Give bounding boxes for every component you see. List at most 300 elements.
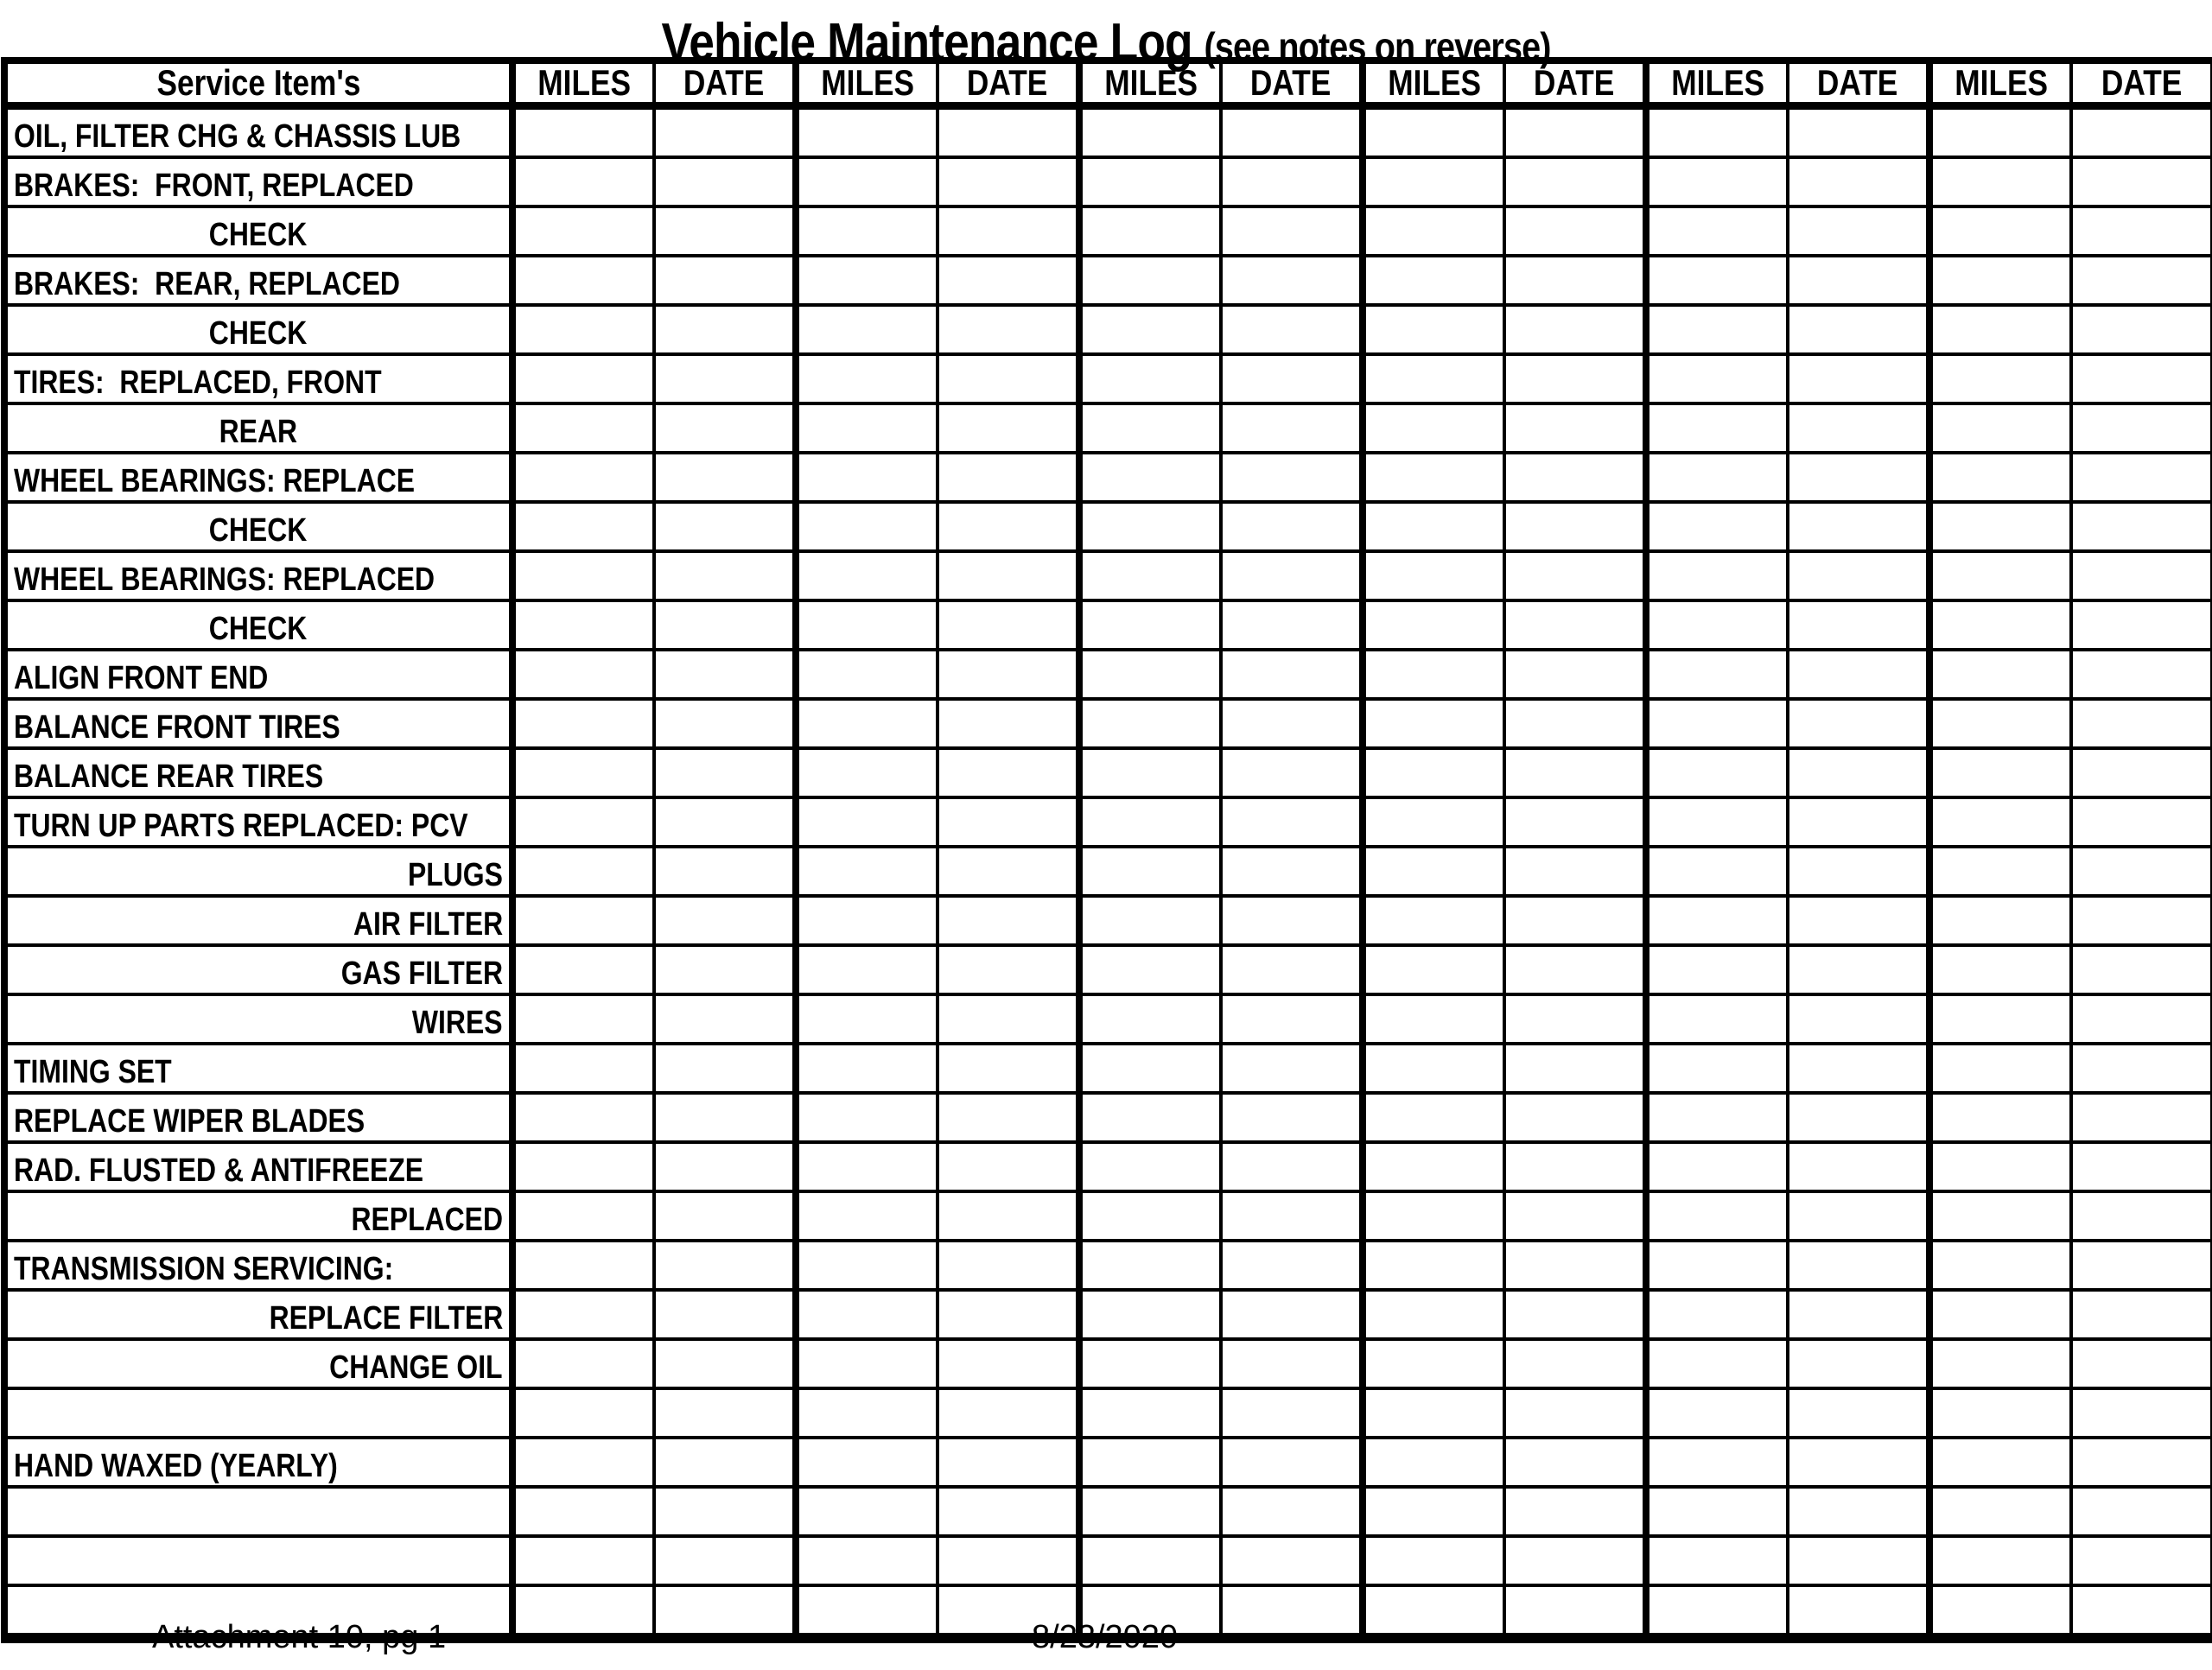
miles-entry-cell (1646, 453, 1788, 502)
miles-entry-cell (796, 847, 938, 896)
date-entry-cell (1221, 1044, 1363, 1093)
miles-entry-cell (1363, 650, 1504, 699)
miles-entry-cell (512, 1536, 654, 1585)
miles-entry-cell (512, 502, 654, 551)
date-entry-cell (1221, 157, 1363, 206)
miles-entry-cell (1079, 1388, 1221, 1438)
date-entry-cell (2071, 1339, 2212, 1388)
miles-entry-cell (1079, 699, 1221, 748)
miles-entry-cell (1079, 1044, 1221, 1093)
table-row (4, 551, 2212, 600)
miles-entry-cell (1646, 1388, 1788, 1438)
date-header-label: DATE (2101, 62, 2183, 103)
miles-header-cell (796, 60, 938, 106)
miles-entry-cell (796, 256, 938, 305)
date-entry-cell (1221, 305, 1363, 354)
date-entry-cell (938, 1093, 1079, 1142)
table-row (4, 106, 2212, 158)
miles-entry-cell (1363, 1142, 1504, 1191)
date-entry-cell (1788, 1585, 1929, 1638)
miles-entry-cell (512, 797, 654, 847)
miles-header-label: MILES (821, 62, 914, 103)
miles-entry-cell (1079, 1142, 1221, 1191)
miles-entry-cell (1079, 256, 1221, 305)
service-item-cell (4, 305, 512, 354)
miles-entry-cell (796, 305, 938, 354)
date-entry-cell (2071, 256, 2212, 305)
miles-entry-cell (1929, 650, 2071, 699)
service-item-cell (4, 453, 512, 502)
date-entry-cell (2071, 945, 2212, 994)
date-entry-cell (938, 1388, 1079, 1438)
date-entry-cell (654, 256, 796, 305)
miles-entry-cell (1929, 896, 2071, 945)
header-row (4, 60, 2212, 106)
date-entry-cell (2071, 1487, 2212, 1536)
service-item-cell (4, 1438, 512, 1487)
footer-attachment: Attachment 10, pg 1 (152, 1619, 447, 1655)
miles-entry-cell (512, 256, 654, 305)
date-entry-cell (1788, 1290, 1929, 1339)
miles-entry-cell (1646, 1093, 1788, 1142)
service-item-label: TURN UP PARTS REPLACED: PCV (14, 808, 468, 844)
miles-entry-cell (1363, 1093, 1504, 1142)
date-header-cell (1504, 60, 1646, 106)
miles-entry-cell (796, 600, 938, 650)
footer-date: 8/23/2020 (1032, 1619, 1179, 1655)
miles-entry-cell (512, 1388, 654, 1438)
date-entry-cell (654, 1044, 796, 1093)
date-entry-cell (2071, 1241, 2212, 1290)
date-entry-cell (2071, 305, 2212, 354)
service-item-label: BALANCE FRONT TIRES (14, 709, 340, 746)
miles-entry-cell (796, 1536, 938, 1585)
date-entry-cell (1788, 1241, 1929, 1290)
date-entry-cell (938, 1290, 1079, 1339)
date-entry-cell (938, 650, 1079, 699)
miles-entry-cell (1363, 403, 1504, 453)
date-entry-cell (654, 1191, 796, 1241)
date-entry-cell (1221, 748, 1363, 797)
miles-entry-cell (1363, 1487, 1504, 1536)
date-entry-cell (2071, 502, 2212, 551)
table-row (4, 305, 2212, 354)
service-item-cell (4, 1044, 512, 1093)
miles-entry-cell (1363, 945, 1504, 994)
service-item-label: CHECK (209, 217, 308, 253)
date-entry-cell (1788, 1191, 1929, 1241)
miles-entry-cell (796, 1290, 938, 1339)
miles-entry-cell (1079, 1191, 1221, 1241)
miles-entry-cell (1646, 157, 1788, 206)
miles-entry-cell (1363, 1241, 1504, 1290)
date-entry-cell (654, 1142, 796, 1191)
miles-entry-cell (1363, 354, 1504, 403)
date-entry-cell (938, 1241, 1079, 1290)
date-entry-cell (1788, 403, 1929, 453)
date-entry-cell (938, 403, 1079, 453)
miles-entry-cell (1363, 994, 1504, 1044)
date-entry-cell (1788, 699, 1929, 748)
miles-entry-cell (796, 157, 938, 206)
miles-header-label: MILES (1955, 62, 2048, 103)
date-entry-cell (1221, 994, 1363, 1044)
miles-entry-cell (1079, 1290, 1221, 1339)
miles-entry-cell (512, 403, 654, 453)
table-row (4, 945, 2212, 994)
date-entry-cell (1221, 896, 1363, 945)
miles-entry-cell (1646, 502, 1788, 551)
date-entry-cell (1788, 256, 1929, 305)
date-entry-cell (1504, 1290, 1646, 1339)
date-header-label: DATE (967, 62, 1048, 103)
date-entry-cell (654, 896, 796, 945)
date-entry-cell (938, 106, 1079, 158)
date-entry-cell (1504, 1191, 1646, 1241)
service-item-label: AIR FILTER (353, 906, 503, 943)
miles-entry-cell (1646, 994, 1788, 1044)
date-entry-cell (2071, 748, 2212, 797)
miles-entry-cell (512, 453, 654, 502)
miles-entry-cell (1929, 1438, 2071, 1487)
date-entry-cell (2071, 1191, 2212, 1241)
service-item-label: BALANCE REAR TIRES (14, 759, 324, 795)
table-row (4, 1191, 2212, 1241)
miles-entry-cell (1079, 1487, 1221, 1536)
miles-header-label: MILES (1104, 62, 1198, 103)
date-entry-cell (2071, 896, 2212, 945)
date-entry-cell (1504, 1339, 1646, 1388)
date-entry-cell (2071, 106, 2212, 158)
miles-entry-cell (1363, 699, 1504, 748)
miles-entry-cell (1929, 1093, 2071, 1142)
date-entry-cell (654, 797, 796, 847)
date-entry-cell (1788, 797, 1929, 847)
date-entry-cell (654, 206, 796, 256)
date-entry-cell (938, 1142, 1079, 1191)
date-entry-cell (1504, 1438, 1646, 1487)
date-entry-cell (2071, 847, 2212, 896)
date-entry-cell (654, 1093, 796, 1142)
miles-entry-cell (512, 354, 654, 403)
service-item-cell (4, 650, 512, 699)
date-entry-cell (938, 1339, 1079, 1388)
miles-header-label: MILES (1671, 62, 1764, 103)
service-item-label: HAND WAXED (YEARLY) (14, 1448, 338, 1484)
table-row (4, 502, 2212, 551)
table-row (4, 1093, 2212, 1142)
service-item-label: REPLACE FILTER (269, 1300, 503, 1337)
miles-entry-cell (512, 1290, 654, 1339)
date-entry-cell (654, 1438, 796, 1487)
miles-header-cell (1646, 60, 1788, 106)
date-entry-cell (1788, 453, 1929, 502)
miles-entry-cell (1929, 1536, 2071, 1585)
service-item-label: CHECK (209, 512, 308, 549)
date-entry-cell (1788, 551, 1929, 600)
miles-entry-cell (512, 551, 654, 600)
miles-entry-cell (1929, 157, 2071, 206)
miles-entry-cell (1646, 600, 1788, 650)
date-entry-cell (1504, 994, 1646, 1044)
miles-entry-cell (1363, 157, 1504, 206)
miles-entry-cell (1929, 1585, 2071, 1638)
date-entry-cell (1788, 1044, 1929, 1093)
service-items-header-cell (4, 60, 512, 106)
service-item-label: CHANGE OIL (329, 1349, 503, 1386)
date-entry-cell (654, 106, 796, 158)
miles-entry-cell (1079, 600, 1221, 650)
miles-entry-cell (1646, 551, 1788, 600)
miles-entry-cell (1929, 1044, 2071, 1093)
date-entry-cell (2071, 797, 2212, 847)
date-entry-cell (1221, 1339, 1363, 1388)
table-row (4, 650, 2212, 699)
date-entry-cell (1788, 106, 1929, 158)
miles-entry-cell (1363, 1290, 1504, 1339)
date-entry-cell (2071, 600, 2212, 650)
title-note: (see notes on reverse) (1204, 24, 1551, 69)
date-entry-cell (2071, 650, 2212, 699)
miles-entry-cell (1646, 1142, 1788, 1191)
miles-entry-cell (796, 1438, 938, 1487)
table-row (4, 847, 2212, 896)
miles-entry-cell (1363, 502, 1504, 551)
date-entry-cell (1788, 600, 1929, 650)
miles-entry-cell (1079, 206, 1221, 256)
miles-entry-cell (1646, 256, 1788, 305)
service-item-label: GAS FILTER (340, 956, 503, 992)
miles-entry-cell (796, 206, 938, 256)
miles-entry-cell (1363, 106, 1504, 158)
table-row (4, 403, 2212, 453)
miles-entry-cell (1363, 206, 1504, 256)
date-entry-cell (1504, 1536, 1646, 1585)
miles-entry-cell (1363, 847, 1504, 896)
miles-entry-cell (512, 157, 654, 206)
miles-entry-cell (1929, 354, 2071, 403)
miles-entry-cell (512, 1585, 654, 1638)
date-entry-cell (2071, 1290, 2212, 1339)
date-entry-cell (2071, 551, 2212, 600)
date-entry-cell (1221, 502, 1363, 551)
date-entry-cell (1788, 1093, 1929, 1142)
miles-header-label: MILES (537, 62, 631, 103)
date-entry-cell (1221, 551, 1363, 600)
date-entry-cell (2071, 1093, 2212, 1142)
date-entry-cell (1788, 1536, 1929, 1585)
date-entry-cell (938, 1536, 1079, 1585)
date-entry-cell (654, 305, 796, 354)
miles-entry-cell (1363, 453, 1504, 502)
date-entry-cell (2071, 994, 2212, 1044)
service-item-cell (4, 1191, 512, 1241)
date-entry-cell (1788, 896, 1929, 945)
miles-header-cell (1929, 60, 2071, 106)
date-entry-cell (938, 256, 1079, 305)
miles-entry-cell (512, 896, 654, 945)
date-entry-cell (938, 157, 1079, 206)
miles-entry-cell (1646, 1191, 1788, 1241)
service-item-label: TIRES: REPLACED, FRONT (14, 365, 382, 401)
date-entry-cell (938, 1487, 1079, 1536)
miles-entry-cell (1363, 256, 1504, 305)
miles-entry-cell (1363, 1585, 1504, 1638)
table-row (4, 1290, 2212, 1339)
date-entry-cell (1221, 600, 1363, 650)
miles-entry-cell (796, 994, 938, 1044)
date-entry-cell (1221, 1536, 1363, 1585)
service-item-cell (4, 1487, 512, 1536)
miles-entry-cell (1646, 1044, 1788, 1093)
service-item-label: WHEEL BEARINGS: REPLACED (14, 562, 435, 598)
service-item-label: REPLACE WIPER BLADES (14, 1103, 365, 1140)
service-item-cell (4, 797, 512, 847)
date-entry-cell (1221, 256, 1363, 305)
date-entry-cell (654, 699, 796, 748)
miles-entry-cell (1079, 847, 1221, 896)
miles-entry-cell (1079, 945, 1221, 994)
miles-entry-cell (1929, 502, 2071, 551)
miles-entry-cell (1079, 1438, 1221, 1487)
miles-entry-cell (1929, 1142, 2071, 1191)
miles-entry-cell (1363, 305, 1504, 354)
date-entry-cell (1221, 354, 1363, 403)
date-entry-cell (654, 847, 796, 896)
miles-entry-cell (796, 1241, 938, 1290)
table-row (4, 699, 2212, 748)
miles-entry-cell (1646, 1585, 1788, 1638)
miles-entry-cell (1079, 896, 1221, 945)
date-entry-cell (1221, 1438, 1363, 1487)
miles-entry-cell (796, 797, 938, 847)
miles-entry-cell (1646, 1290, 1788, 1339)
date-entry-cell (2071, 1388, 2212, 1438)
date-entry-cell (654, 650, 796, 699)
date-entry-cell (654, 403, 796, 453)
miles-entry-cell (1079, 106, 1221, 158)
miles-entry-cell (1929, 1191, 2071, 1241)
miles-entry-cell (512, 699, 654, 748)
miles-entry-cell (796, 1093, 938, 1142)
date-entry-cell (654, 994, 796, 1044)
date-entry-cell (1788, 847, 1929, 896)
date-entry-cell (938, 206, 1079, 256)
date-entry-cell (654, 1388, 796, 1438)
service-item-cell (4, 748, 512, 797)
date-entry-cell (1221, 1487, 1363, 1536)
date-entry-cell (1788, 1487, 1929, 1536)
miles-entry-cell (1646, 403, 1788, 453)
date-entry-cell (1221, 1585, 1363, 1638)
table-row (4, 1142, 2212, 1191)
miles-entry-cell (796, 650, 938, 699)
miles-entry-cell (1079, 797, 1221, 847)
date-entry-cell (1504, 1044, 1646, 1093)
miles-entry-cell (1929, 1388, 2071, 1438)
miles-entry-cell (512, 1241, 654, 1290)
miles-entry-cell (1929, 797, 2071, 847)
date-entry-cell (2071, 1536, 2212, 1585)
date-entry-cell (1504, 551, 1646, 600)
date-entry-cell (1504, 847, 1646, 896)
miles-entry-cell (1079, 403, 1221, 453)
date-header-cell (938, 60, 1079, 106)
miles-entry-cell (1646, 305, 1788, 354)
date-entry-cell (2071, 1044, 2212, 1093)
date-entry-cell (1504, 945, 1646, 994)
miles-entry-cell (512, 1339, 654, 1388)
service-item-cell (4, 256, 512, 305)
table-row (4, 1339, 2212, 1388)
miles-entry-cell (1646, 1339, 1788, 1388)
table-row (4, 1487, 2212, 1536)
date-entry-cell (1504, 650, 1646, 699)
miles-entry-cell (796, 896, 938, 945)
miles-entry-cell (1079, 354, 1221, 403)
date-entry-cell (938, 305, 1079, 354)
service-item-label: REAR (219, 414, 298, 450)
date-entry-cell (1504, 797, 1646, 847)
date-header-label: DATE (1534, 62, 1615, 103)
miles-entry-cell (1079, 650, 1221, 699)
miles-entry-cell (796, 699, 938, 748)
service-item-label: TRANSMISSION SERVICING: (14, 1251, 394, 1287)
date-entry-cell (938, 1044, 1079, 1093)
date-entry-cell (1504, 1093, 1646, 1142)
date-entry-cell (2071, 403, 2212, 453)
service-item-label: WHEEL BEARINGS: REPLACE (14, 463, 416, 499)
date-entry-cell (654, 1585, 796, 1638)
date-entry-cell (2071, 354, 2212, 403)
table-row (4, 206, 2212, 256)
miles-entry-cell (796, 1044, 938, 1093)
date-entry-cell (1504, 748, 1646, 797)
miles-entry-cell (1363, 1191, 1504, 1241)
date-entry-cell (1504, 256, 1646, 305)
miles-entry-cell (796, 945, 938, 994)
miles-entry-cell (1929, 1241, 2071, 1290)
table-row (4, 1044, 2212, 1093)
service-item-cell (4, 1241, 512, 1290)
service-item-label: TIMING SET (14, 1054, 172, 1090)
date-entry-cell (1221, 797, 1363, 847)
date-entry-cell (1788, 994, 1929, 1044)
date-entry-cell (938, 945, 1079, 994)
date-entry-cell (1504, 354, 1646, 403)
service-item-label: CHECK (209, 611, 308, 647)
service-item-cell (4, 403, 512, 453)
date-entry-cell (654, 1290, 796, 1339)
date-entry-cell (1504, 896, 1646, 945)
service-item-cell (4, 1093, 512, 1142)
miles-entry-cell (1079, 157, 1221, 206)
service-item-cell (4, 1388, 512, 1438)
miles-entry-cell (796, 1388, 938, 1438)
date-entry-cell (1504, 305, 1646, 354)
miles-entry-cell (796, 1487, 938, 1536)
miles-entry-cell (1929, 994, 2071, 1044)
miles-entry-cell (1929, 600, 2071, 650)
miles-entry-cell (512, 847, 654, 896)
miles-entry-cell (1646, 896, 1788, 945)
date-entry-cell (2071, 453, 2212, 502)
miles-entry-cell (796, 502, 938, 551)
date-entry-cell (1788, 1388, 1929, 1438)
miles-entry-cell (1079, 453, 1221, 502)
miles-entry-cell (1929, 403, 2071, 453)
date-entry-cell (1504, 1585, 1646, 1638)
